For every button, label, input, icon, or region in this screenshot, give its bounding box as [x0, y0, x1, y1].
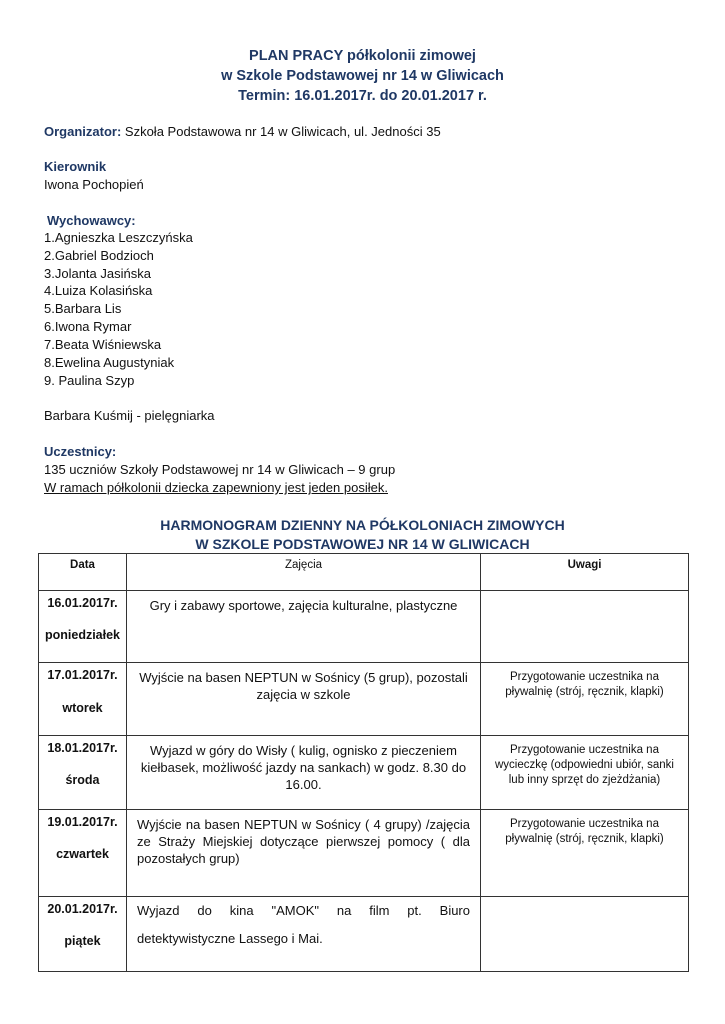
educator-item: 1.Agnieszka Leszczyńska [44, 230, 193, 245]
row-activity: Wyjście na basen NEPTUN w Sośnicy (5 grup), pozostali zajęcia w szkole [127, 663, 481, 736]
table-row [39, 810, 689, 897]
plan-term: Termin: 16.01.2017r. do 20.01.2017 r. [238, 88, 487, 104]
educator-item: 6.Iwona Rymar [44, 319, 132, 334]
director-label: Kierownik [44, 159, 107, 174]
nurse-line: Barbara Kuśmij - pielęgniarka [44, 408, 215, 423]
participants-count: 135 uczniów Szkoły Podstawowej nr 14 w Gliwicach – 9 grup [44, 462, 396, 477]
row-date: 16.01.2017r. [47, 596, 118, 610]
row-weekday: piątek [64, 934, 101, 948]
organizer-label: Organizator: [44, 124, 122, 139]
row-note: Przygotowanie uczestnika na pływalnię (strój, ręcznik, klapki) [481, 810, 689, 897]
plan-school: w Szkole Podstawowej nr 14 w Gliwicach [221, 68, 504, 84]
schedule-title-line2: W SZKOLE PODSTAWOWEJ NR 14 W GLIWICACH [195, 536, 530, 552]
row-activity: Gry i zabawy sportowe, zajęcia kulturalne, plastyczne [127, 591, 481, 663]
row-note [481, 897, 689, 972]
educator-item: 3.Jolanta Jasińska [44, 266, 151, 281]
table-row [39, 736, 689, 810]
row-activity: Wyjazd w góry do Wisły ( kulig, ognisko z pieczeniem kiełbasek, możliwość jazdy na sankach) w godz. 8.30 do 16.00. [127, 736, 481, 810]
schedule-header-row [39, 554, 689, 591]
date-cell [39, 897, 127, 972]
row-weekday: środa [65, 773, 100, 787]
row-weekday: wtorek [62, 701, 103, 715]
table-row [39, 897, 689, 972]
schedule-title [0, 516, 725, 554]
row-note: Przygotowanie uczestnika na pływalnię (strój, ręcznik, klapki) [481, 663, 689, 736]
row-date: 18.01.2017r. [47, 741, 118, 755]
participants-meal-note: W ramach półkolonii dziecka zapewniony jest jeden posiłek. [44, 480, 388, 495]
schedule-title-line1: HARMONOGRAM DZIENNY NA PÓŁKOLONIACH ZIMOWYCH [160, 517, 565, 533]
organizer-value: Szkoła Podstawowa nr 14 w Gliwicach, ul. Jedności 35 [121, 124, 441, 139]
educators-label: Wychowawcy: [47, 213, 136, 228]
participants-label: Uczestnicy: [44, 444, 117, 459]
row-weekday: poniedziałek [44, 628, 121, 642]
date-cell [39, 663, 127, 736]
row-date: 17.01.2017r. [47, 668, 118, 682]
row-weekday: czwartek [56, 847, 109, 861]
row-note [481, 591, 689, 663]
educator-item: 2.Gabriel Bodzioch [44, 248, 154, 263]
table-row [39, 663, 689, 736]
table-row [39, 591, 689, 663]
column-header-activities: Zajęcia [127, 554, 481, 591]
column-header-notes: Uwagi [481, 554, 689, 591]
director-name: Iwona Pochopień [44, 177, 144, 192]
row-date: 20.01.2017r. [47, 902, 118, 916]
row-activity: Wyjazd do kina "AMOK" na film pt. Biuro detektywistyczne Lassego i Mai. [127, 897, 481, 972]
plan-header [0, 46, 725, 106]
date-cell [39, 810, 127, 897]
educator-item: 4.Luiza Kolasińska [44, 283, 153, 298]
educator-item: 7.Beata Wiśniewska [44, 337, 162, 352]
organizer-line [44, 123, 441, 141]
column-header-date: Data [39, 554, 127, 591]
row-date: 19.01.2017r. [47, 815, 118, 829]
schedule-table [38, 553, 689, 972]
educator-item: 8.Ewelina Augustyniak [44, 355, 175, 370]
educator-item: 5.Barbara Lis [44, 301, 122, 316]
date-cell [39, 736, 127, 810]
row-activity: Wyjście na basen NEPTUN w Sośnicy ( 4 grupy) /zajęcia ze Straży Miejskiej dotyczące pierwszej pomocy ( dla pozostałych grup) [127, 810, 481, 897]
date-cell [39, 591, 127, 663]
row-note: Przygotowanie uczestnika na wycieczkę (odpowiedni ubiór, sanki lub inny sprzęt do zjeżdżania) [481, 736, 689, 810]
educator-item: 9. Paulina Szyp [44, 373, 135, 388]
plan-title: PLAN PRACY półkolonii zimowej [249, 48, 476, 64]
